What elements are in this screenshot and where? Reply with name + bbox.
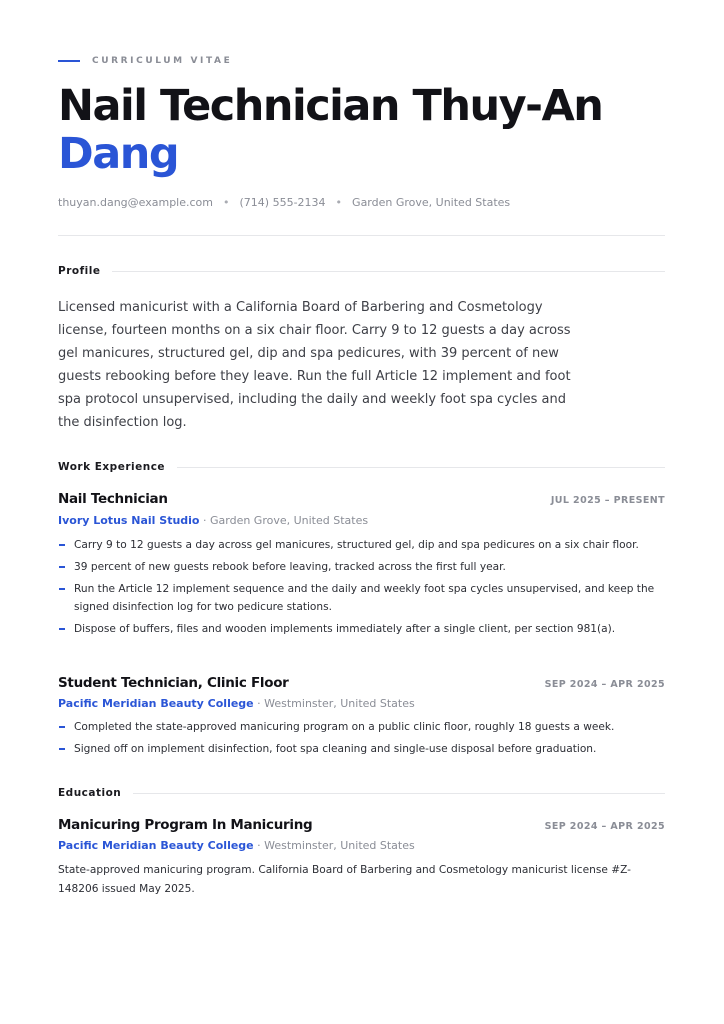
job-bullet: Run the Article 12 implement sequence and the daily and weekly foot spa cycles unsupervised, and keep the signed disinfection log for two pedicure stations. bbox=[58, 580, 665, 616]
employer-name: Pacific Meridian Beauty College bbox=[58, 697, 254, 710]
education-section-header bbox=[58, 787, 665, 799]
section-divider bbox=[177, 467, 665, 468]
contact-location: Garden Grove, United States bbox=[352, 196, 511, 209]
candidate-name-last: Dang bbox=[58, 129, 179, 179]
contact-email[interactable]: thuyan.dang@example.com bbox=[58, 196, 213, 209]
job-dates: SEP 2024 – APR 2025 bbox=[544, 679, 665, 690]
job-employer bbox=[58, 697, 415, 710]
eyebrow-accent-line bbox=[58, 60, 80, 62]
section-divider bbox=[112, 271, 665, 272]
education-school bbox=[58, 839, 415, 852]
profile-section-title: Profile bbox=[58, 265, 101, 277]
eyebrow-text: CURRICULUM VITAE bbox=[92, 56, 233, 66]
employer-location: · Garden Grove, United States bbox=[199, 514, 369, 527]
section-divider bbox=[133, 793, 665, 794]
contact-separator: • bbox=[223, 196, 230, 209]
profile-summary: Licensed manicurist with a California Board of Barbering and Cosmetology license, fourteen months on a six chair floor. Carry 9 to 12 guests a day across gel manicures, structured gel, dip and spa pedicures, with 39 percent of new guests rebooking before they leave. Run the full Article 12 implement and foot spa protocol unsupervised, including the daily and weekly foot spa cycles and the disinfection log. bbox=[58, 300, 571, 430]
contact-phone[interactable]: (714) 555-2134 bbox=[239, 196, 326, 209]
employer-name: Ivory Lotus Nail Studio bbox=[58, 514, 200, 527]
candidate-name-first: Nail Technician Thuy-An bbox=[58, 81, 603, 131]
education-dates: SEP 2024 – APR 2025 bbox=[544, 821, 665, 832]
job-bullet: 39 percent of new guests rebook before leaving, tracked across the first full year. bbox=[58, 558, 665, 576]
job-dates: JUL 2025 – PRESENT bbox=[550, 495, 665, 506]
contact-separator: • bbox=[335, 196, 343, 209]
job-title: Student Technician, Clinic Floor bbox=[58, 675, 289, 691]
employer-location: · Westminster, United States bbox=[253, 697, 415, 710]
job-title: Nail Technician bbox=[58, 491, 168, 507]
header-divider bbox=[58, 235, 665, 236]
profile-section-header bbox=[58, 265, 665, 277]
experience-section-header bbox=[58, 461, 665, 473]
candidate-name bbox=[58, 82, 678, 178]
education-program: Manicuring Program In Manicuring bbox=[58, 817, 313, 833]
school-location: · Westminster, United States bbox=[253, 839, 415, 852]
job-bullet: Dispose of buffers, files and wooden implements immediately after a single client, per section 981(a). bbox=[58, 620, 665, 638]
eyebrow bbox=[58, 56, 232, 66]
job-bullets bbox=[58, 718, 665, 762]
experience-section-title: Work Experience bbox=[58, 461, 166, 473]
school-name: Pacific Meridian Beauty College bbox=[58, 839, 254, 852]
job-bullets bbox=[58, 536, 665, 642]
job-employer bbox=[58, 514, 368, 527]
job-bullet: Signed off on implement disinfection, foot spa cleaning and single-use disposal before graduation. bbox=[58, 740, 665, 758]
education-section-title: Education bbox=[58, 787, 122, 799]
education-description: State-approved manicuring program. California Board of Barbering and Cosmetology manicurist license #Z-148206 issued May 2025. bbox=[58, 864, 631, 895]
job-bullet: Completed the state-approved manicuring program on a public clinic floor, roughly 18 guests a week. bbox=[58, 718, 665, 736]
job-bullet: Carry 9 to 12 guests a day across gel manicures, structured gel, dip and spa pedicures on a six chair floor. bbox=[58, 536, 665, 554]
contact-line bbox=[58, 196, 510, 209]
